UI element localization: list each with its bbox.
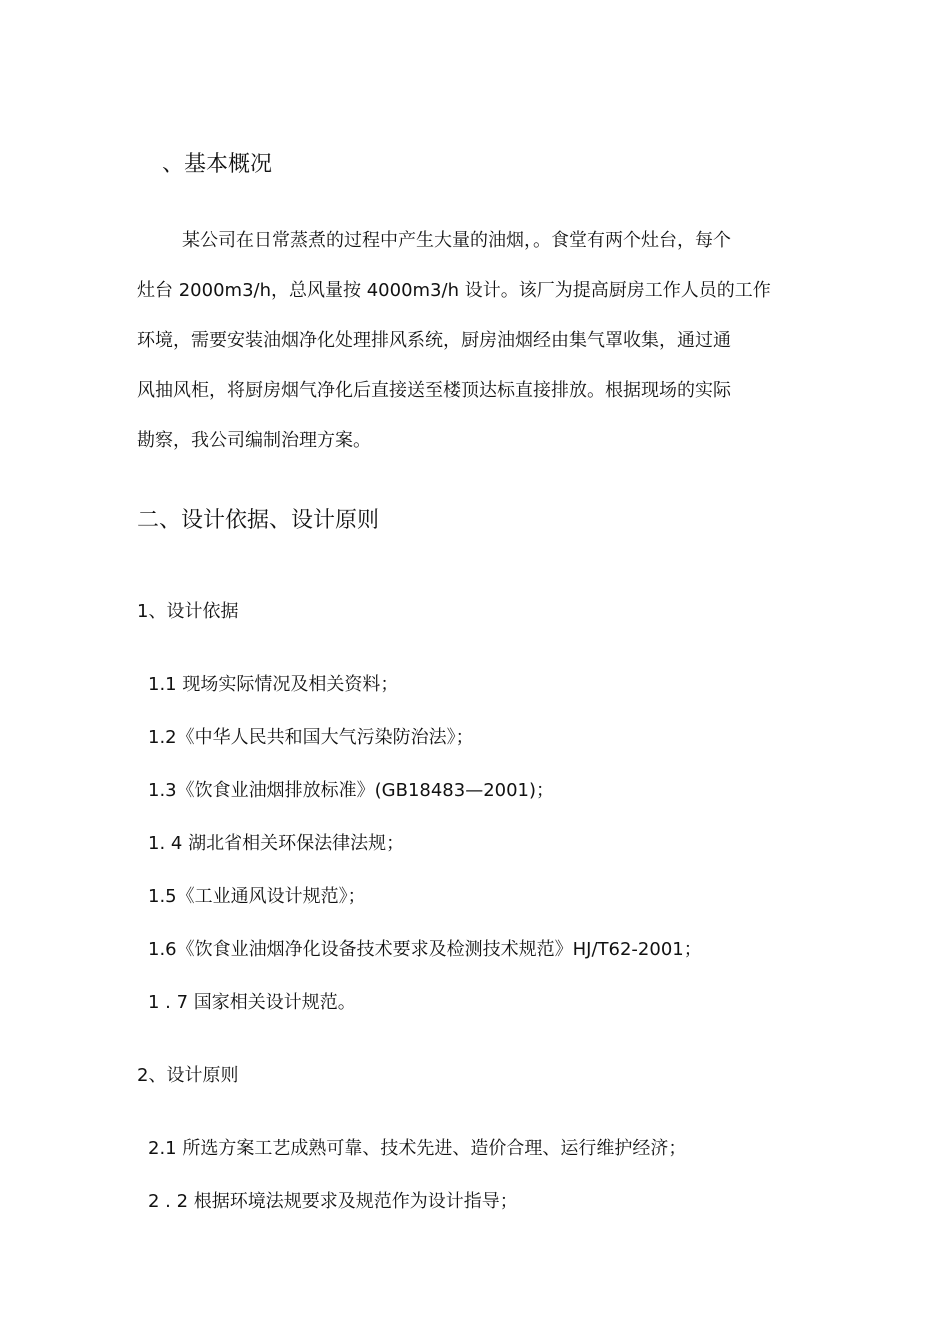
paragraph-line: 勘察，我公司编制治理方案。 <box>137 430 371 451</box>
design-basis-item: 1 . 7 国家相关设计规范。 <box>148 992 356 1013</box>
design-basis-item: 1.5《工业通风设计规范》； <box>148 886 366 907</box>
design-principle-item: 2.1 所选方案工艺成熟可靠、技术先进、造价合理、运行维护经济； <box>148 1138 687 1159</box>
design-principle-item: 2 . 2 根据环境法规要求及规范作为设计指导； <box>148 1191 518 1212</box>
design-basis-item: 1.3《饮食业油烟排放标准》(GB18483—2001)； <box>148 780 555 801</box>
paragraph-line: 环境，需要安装油烟净化处理排风系统，厨房油烟经由集气罩收集，通过通 <box>137 330 731 351</box>
section-1-paragraph <box>137 228 809 468</box>
design-principles-heading: 2、设计原则 <box>137 1065 239 1086</box>
design-basis-item: 1. 4 湖北省相关环保法律法规； <box>148 833 405 854</box>
paragraph-line: 某公司在日常蒸煮的过程中产生大量的油烟，。食堂有两个灶台，每个 <box>182 230 731 251</box>
section-2-title: 二、设计依据、设计原则 <box>137 508 380 533</box>
design-basis-heading: 1、设计依据 <box>137 601 239 622</box>
paragraph-line: 灶台 2000m3/h，总风量按 4000m3/h 设计。该厂为提高厨房工作人员的工作 <box>137 280 771 301</box>
design-basis-item: 1.6《饮食业油烟净化设备技术要求及检测技术规范》HJ/T62-2001； <box>148 939 702 960</box>
design-basis-item: 1.1 现场实际情况及相关资料； <box>148 674 399 695</box>
design-basis-item: 1.2《中华人民共和国大气污染防治法》； <box>148 727 474 748</box>
section-1-title: 、基本概况 <box>162 152 273 177</box>
paragraph-line: 风抽风柜，将厨房烟气净化后直接送至楼顶达标直接排放。根据现场的实际 <box>137 380 731 401</box>
